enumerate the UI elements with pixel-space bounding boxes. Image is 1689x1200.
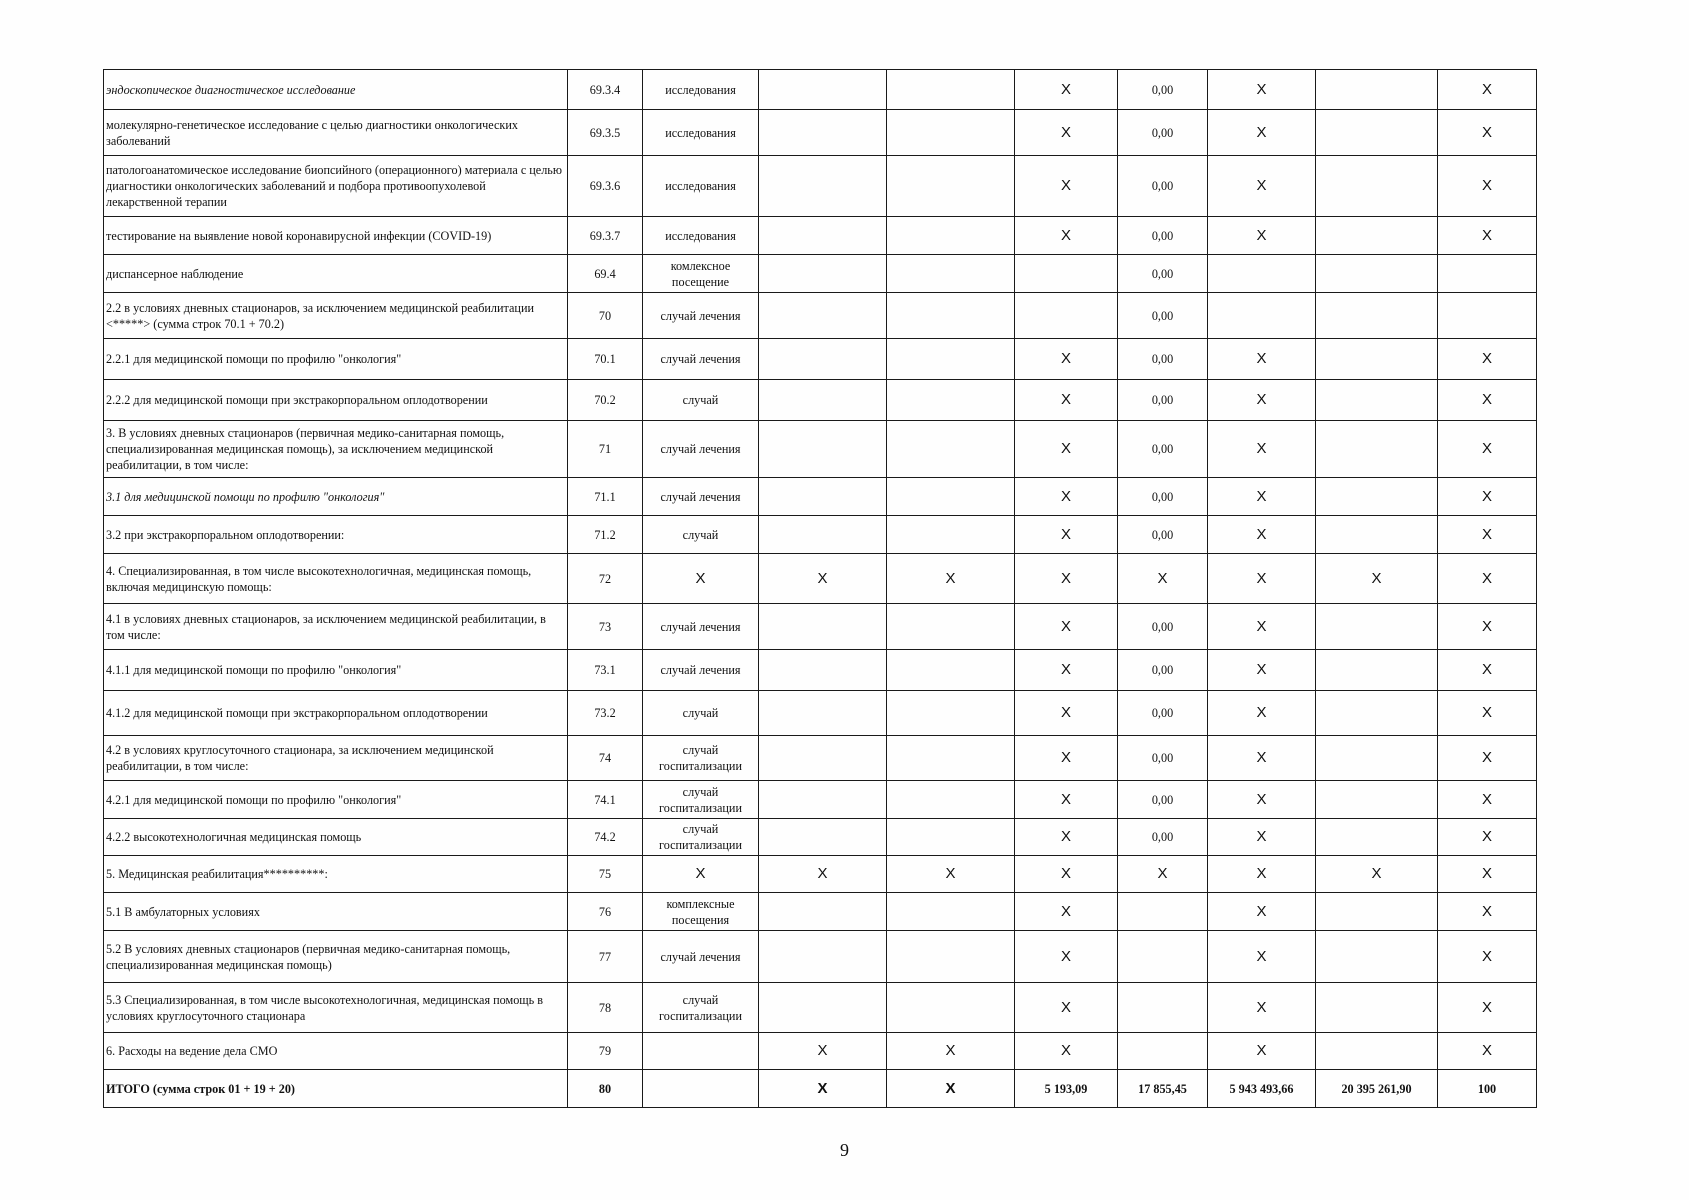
value-cell: X xyxy=(759,1033,887,1070)
value-cell: X xyxy=(1015,691,1118,736)
unit-cell: комлексное посещение xyxy=(643,255,759,293)
row-code-cell: 69.3.4 xyxy=(568,70,643,110)
value-cell xyxy=(759,983,887,1033)
row-code-cell: 71 xyxy=(568,421,643,478)
value-cell: 5 193,09 xyxy=(1015,1070,1118,1108)
value-cell: X xyxy=(1208,691,1316,736)
value-cell: X xyxy=(1015,736,1118,781)
value-cell: X xyxy=(1015,516,1118,554)
table-row xyxy=(104,421,1537,478)
table-row xyxy=(104,893,1537,931)
value-cell: X xyxy=(1316,856,1438,893)
table-row xyxy=(104,156,1537,217)
value-cell xyxy=(1015,255,1118,293)
value-cell xyxy=(1316,421,1438,478)
table-row xyxy=(104,1070,1537,1108)
value-cell: X xyxy=(1015,983,1118,1033)
row-code-cell: 77 xyxy=(568,931,643,983)
unit-cell: исследования xyxy=(643,217,759,255)
value-cell xyxy=(887,156,1015,217)
row-name-cell: 2.2.1 для медицинской помощи по профилю "онкология" xyxy=(104,339,568,380)
value-cell xyxy=(887,110,1015,156)
value-cell: X xyxy=(1208,110,1316,156)
value-cell xyxy=(759,604,887,650)
value-cell xyxy=(1118,1033,1208,1070)
value-cell xyxy=(759,931,887,983)
row-name-cell: 4. Специализированная, в том числе высокотехнологичная, медицинская помощь, включая медицинскую помощь: xyxy=(104,554,568,604)
row-code-cell: 74 xyxy=(568,736,643,781)
value-cell: X xyxy=(1208,421,1316,478)
value-cell: X xyxy=(1438,516,1537,554)
value-cell: X xyxy=(1208,217,1316,255)
value-cell xyxy=(1316,736,1438,781)
row-code-cell: 74.1 xyxy=(568,781,643,819)
row-code-cell: 70.2 xyxy=(568,380,643,421)
table-row xyxy=(104,70,1537,110)
table-row xyxy=(104,856,1537,893)
value-cell: X xyxy=(1015,604,1118,650)
unit-cell: случай xyxy=(643,380,759,421)
row-code-cell: 73 xyxy=(568,604,643,650)
value-cell: X xyxy=(1015,380,1118,421)
unit-cell: случай лечения xyxy=(643,421,759,478)
value-cell: X xyxy=(1208,819,1316,856)
table-row xyxy=(104,604,1537,650)
value-cell: 0,00 xyxy=(1118,217,1208,255)
row-code-cell: 76 xyxy=(568,893,643,931)
value-cell: X xyxy=(1208,380,1316,421)
value-cell: X xyxy=(759,1070,887,1108)
value-cell: X xyxy=(1015,421,1118,478)
table-row xyxy=(104,339,1537,380)
value-cell: X xyxy=(1438,110,1537,156)
value-cell xyxy=(887,339,1015,380)
table-row xyxy=(104,255,1537,293)
row-name-cell: 3. В условиях дневных стационаров (первичная медико-санитарная помощь, специализированная медицинская помощь), за исключением медицинской реабилитации, в том числе: xyxy=(104,421,568,478)
value-cell xyxy=(759,255,887,293)
row-code-cell: 72 xyxy=(568,554,643,604)
unit-cell: X xyxy=(643,554,759,604)
value-cell: X xyxy=(1208,339,1316,380)
value-cell: X xyxy=(1015,339,1118,380)
row-code-cell: 69.3.7 xyxy=(568,217,643,255)
value-cell: X xyxy=(1438,856,1537,893)
value-cell xyxy=(1438,255,1537,293)
unit-cell: случай xyxy=(643,691,759,736)
unit-cell: X xyxy=(643,856,759,893)
table-row xyxy=(104,516,1537,554)
row-name-cell: 5.1 В амбулаторных условиях xyxy=(104,893,568,931)
unit-cell: случай лечения xyxy=(643,650,759,691)
value-cell xyxy=(1015,293,1118,339)
row-name-cell: 5.2 В условиях дневных стационаров (первичная медико-санитарная помощь, специализированная медицинская помощь) xyxy=(104,931,568,983)
value-cell xyxy=(759,156,887,217)
table-row xyxy=(104,650,1537,691)
value-cell: X xyxy=(1438,339,1537,380)
value-cell: X xyxy=(1208,516,1316,554)
value-cell: X xyxy=(887,1033,1015,1070)
value-cell xyxy=(887,736,1015,781)
value-cell xyxy=(1316,110,1438,156)
value-cell: 0,00 xyxy=(1118,255,1208,293)
value-cell xyxy=(1118,931,1208,983)
value-cell: X xyxy=(1015,819,1118,856)
value-cell: X xyxy=(1438,931,1537,983)
table-row xyxy=(104,554,1537,604)
table-row xyxy=(104,819,1537,856)
value-cell: X xyxy=(1438,781,1537,819)
row-code-cell: 70 xyxy=(568,293,643,339)
value-cell: 0,00 xyxy=(1118,380,1208,421)
value-cell xyxy=(1316,691,1438,736)
value-cell: X xyxy=(1438,983,1537,1033)
value-cell: X xyxy=(1015,893,1118,931)
value-cell: X xyxy=(1118,856,1208,893)
table-row xyxy=(104,781,1537,819)
value-cell xyxy=(1316,156,1438,217)
value-cell: X xyxy=(1208,70,1316,110)
value-cell: X xyxy=(1316,554,1438,604)
value-cell xyxy=(1438,293,1537,339)
unit-cell: случай госпитализации xyxy=(643,781,759,819)
value-cell: X xyxy=(1015,110,1118,156)
unit-cell: случай госпитализации xyxy=(643,819,759,856)
value-cell: X xyxy=(1438,421,1537,478)
unit-cell: случай госпитализации xyxy=(643,983,759,1033)
row-name-cell: 2.2.2 для медицинской помощи при экстракорпоральном оплодотворении xyxy=(104,380,568,421)
value-cell xyxy=(1316,931,1438,983)
row-name-cell: 4.1.2 для медицинской помощи при экстракорпоральном оплодотворении xyxy=(104,691,568,736)
value-cell xyxy=(759,691,887,736)
value-cell: 0,00 xyxy=(1118,691,1208,736)
value-cell: 0,00 xyxy=(1118,156,1208,217)
unit-cell: исследования xyxy=(643,156,759,217)
table-row xyxy=(104,691,1537,736)
value-cell: 0,00 xyxy=(1118,819,1208,856)
value-cell: X xyxy=(759,554,887,604)
value-cell xyxy=(1316,983,1438,1033)
value-cell: X xyxy=(1438,691,1537,736)
value-cell xyxy=(1316,650,1438,691)
value-cell: X xyxy=(1438,70,1537,110)
table-row xyxy=(104,1033,1537,1070)
value-cell xyxy=(1316,516,1438,554)
value-cell xyxy=(887,819,1015,856)
value-cell: X xyxy=(1438,554,1537,604)
value-cell xyxy=(1316,70,1438,110)
row-name-cell: 6. Расходы на ведение дела СМО xyxy=(104,1033,568,1070)
unit-cell: случай госпитализации xyxy=(643,736,759,781)
value-cell: X xyxy=(1208,893,1316,931)
value-cell xyxy=(759,339,887,380)
value-cell xyxy=(1316,604,1438,650)
value-cell xyxy=(1316,217,1438,255)
value-cell: X xyxy=(759,856,887,893)
row-code-cell: 78 xyxy=(568,983,643,1033)
table-row xyxy=(104,110,1537,156)
value-cell: X xyxy=(1015,156,1118,217)
value-cell: X xyxy=(1438,604,1537,650)
unit-cell: случай лечения xyxy=(643,293,759,339)
value-cell xyxy=(759,516,887,554)
value-cell: 0,00 xyxy=(1118,781,1208,819)
value-cell: X xyxy=(1438,156,1537,217)
row-name-cell: диспансерное наблюдение xyxy=(104,255,568,293)
value-cell: X xyxy=(1015,1033,1118,1070)
table-row xyxy=(104,380,1537,421)
table-row xyxy=(104,931,1537,983)
table-row xyxy=(104,478,1537,516)
page-number: 9 xyxy=(840,1140,849,1160)
value-cell: X xyxy=(1015,931,1118,983)
value-cell: 0,00 xyxy=(1118,421,1208,478)
row-code-cell: 70.1 xyxy=(568,339,643,380)
value-cell: 20 395 261,90 xyxy=(1316,1070,1438,1108)
value-cell xyxy=(1316,819,1438,856)
row-code-cell: 71.1 xyxy=(568,478,643,516)
value-cell: X xyxy=(1438,736,1537,781)
value-cell xyxy=(759,819,887,856)
value-cell: X xyxy=(1208,781,1316,819)
value-cell xyxy=(759,781,887,819)
value-cell: X xyxy=(1208,1033,1316,1070)
row-code-cell: 71.2 xyxy=(568,516,643,554)
row-name-cell: ИТОГО (сумма строк 01 + 19 + 20) xyxy=(104,1070,568,1108)
row-code-cell: 69.4 xyxy=(568,255,643,293)
row-name-cell: 3.1 для медицинской помощи по профилю "онкология" xyxy=(104,478,568,516)
value-cell: X xyxy=(1208,604,1316,650)
value-cell xyxy=(887,516,1015,554)
value-cell: X xyxy=(1438,650,1537,691)
row-code-cell: 79 xyxy=(568,1033,643,1070)
value-cell: 0,00 xyxy=(1118,70,1208,110)
value-cell: 0,00 xyxy=(1118,293,1208,339)
row-name-cell: 4.2.2 высокотехнологичная медицинская помощь xyxy=(104,819,568,856)
row-name-cell: 4.1.1 для медицинской помощи по профилю "онкология" xyxy=(104,650,568,691)
value-cell: X xyxy=(1118,554,1208,604)
table-row xyxy=(104,293,1537,339)
value-cell: 0,00 xyxy=(1118,478,1208,516)
row-name-cell: 4.2.1 для медицинской помощи по профилю "онкология" xyxy=(104,781,568,819)
value-cell xyxy=(887,893,1015,931)
row-name-cell: молекулярно-генетическое исследование с целью диагностики онкологических заболеваний xyxy=(104,110,568,156)
value-cell xyxy=(1208,293,1316,339)
value-cell xyxy=(887,983,1015,1033)
value-cell xyxy=(887,691,1015,736)
value-cell xyxy=(887,380,1015,421)
value-cell: X xyxy=(1208,650,1316,691)
value-cell: 5 943 493,66 xyxy=(1208,1070,1316,1108)
value-cell xyxy=(1118,893,1208,931)
value-cell: X xyxy=(1015,70,1118,110)
unit-cell: исследования xyxy=(643,110,759,156)
row-name-cell: 2.2 в условиях дневных стационаров, за исключением медицинской реабилитации <*****> (сумма строк 70.1 + 70.2) xyxy=(104,293,568,339)
unit-cell xyxy=(643,1033,759,1070)
value-cell: X xyxy=(1015,217,1118,255)
value-cell xyxy=(887,255,1015,293)
value-cell: 0,00 xyxy=(1118,516,1208,554)
data-table xyxy=(103,69,1537,1108)
value-cell: X xyxy=(1208,856,1316,893)
row-name-cell: 5. Медицинская реабилитация**********: xyxy=(104,856,568,893)
row-name-cell: 4.2 в условиях круглосуточного стационара, за исключением медицинской реабилитации, в том числе: xyxy=(104,736,568,781)
value-cell xyxy=(759,110,887,156)
unit-cell: случай лечения xyxy=(643,604,759,650)
value-cell: X xyxy=(1208,736,1316,781)
value-cell xyxy=(887,931,1015,983)
value-cell: X xyxy=(1208,478,1316,516)
value-cell: X xyxy=(1438,1033,1537,1070)
value-cell xyxy=(759,650,887,691)
value-cell: X xyxy=(887,1070,1015,1108)
value-cell: 0,00 xyxy=(1118,339,1208,380)
value-cell xyxy=(759,70,887,110)
value-cell xyxy=(1316,893,1438,931)
value-cell: X xyxy=(887,856,1015,893)
value-cell: X xyxy=(1438,478,1537,516)
value-cell: X xyxy=(887,554,1015,604)
unit-cell: исследования xyxy=(643,70,759,110)
value-cell xyxy=(887,604,1015,650)
value-cell xyxy=(887,217,1015,255)
value-cell: 17 855,45 xyxy=(1118,1070,1208,1108)
value-cell: X xyxy=(1438,380,1537,421)
unit-cell: случай лечения xyxy=(643,339,759,380)
value-cell: X xyxy=(1208,983,1316,1033)
value-cell xyxy=(1316,380,1438,421)
value-cell: X xyxy=(1015,781,1118,819)
unit-cell xyxy=(643,1070,759,1108)
value-cell xyxy=(887,781,1015,819)
value-cell: 0,00 xyxy=(1118,736,1208,781)
value-cell: 100 xyxy=(1438,1070,1537,1108)
table-row xyxy=(104,217,1537,255)
row-name-cell: 3.2 при экстракорпоральном оплодотворении: xyxy=(104,516,568,554)
row-name-cell: патологоанатомическое исследование биопсийного (операционного) материала с целью диагностики онкологических заболеваний и подбора противоопухолевой лекарственной терапии xyxy=(104,156,568,217)
unit-cell: случай лечения xyxy=(643,478,759,516)
value-cell xyxy=(1208,255,1316,293)
row-code-cell: 73.1 xyxy=(568,650,643,691)
value-cell xyxy=(1316,781,1438,819)
value-cell xyxy=(759,736,887,781)
value-cell xyxy=(1316,1033,1438,1070)
value-cell xyxy=(887,650,1015,691)
value-cell xyxy=(759,893,887,931)
value-cell xyxy=(759,380,887,421)
value-cell xyxy=(759,421,887,478)
value-cell xyxy=(887,293,1015,339)
value-cell: X xyxy=(1438,819,1537,856)
row-code-cell: 73.2 xyxy=(568,691,643,736)
row-code-cell: 74.2 xyxy=(568,819,643,856)
row-name-cell: эндоскопическое диагностическое исследование xyxy=(104,70,568,110)
value-cell xyxy=(887,421,1015,478)
row-name-cell: 5.3 Специализированная, в том числе высокотехнологичная, медицинская помощь в условиях круглосуточного стационара xyxy=(104,983,568,1033)
value-cell: X xyxy=(1015,554,1118,604)
value-cell xyxy=(1316,339,1438,380)
value-cell: X xyxy=(1208,931,1316,983)
value-cell xyxy=(1316,478,1438,516)
value-cell: X xyxy=(1015,856,1118,893)
value-cell xyxy=(1118,983,1208,1033)
value-cell xyxy=(759,217,887,255)
unit-cell: случай лечения xyxy=(643,931,759,983)
row-code-cell: 69.3.6 xyxy=(568,156,643,217)
row-code-cell: 69.3.5 xyxy=(568,110,643,156)
row-name-cell: 4.1 в условиях дневных стационаров, за исключением медицинской реабилитации, в том числе: xyxy=(104,604,568,650)
unit-cell: случай xyxy=(643,516,759,554)
value-cell xyxy=(1316,293,1438,339)
table-row xyxy=(104,983,1537,1033)
value-cell xyxy=(887,478,1015,516)
row-name-cell: тестирование на выявление новой коронавирусной инфекции (COVID-19) xyxy=(104,217,568,255)
row-code-cell: 75 xyxy=(568,856,643,893)
table-row xyxy=(104,736,1537,781)
value-cell: X xyxy=(1208,554,1316,604)
value-cell: X xyxy=(1015,478,1118,516)
value-cell xyxy=(887,70,1015,110)
value-cell: X xyxy=(1015,650,1118,691)
value-cell: X xyxy=(1438,893,1537,931)
row-code-cell: 80 xyxy=(568,1070,643,1108)
unit-cell: комплексные посещения xyxy=(643,893,759,931)
value-cell: 0,00 xyxy=(1118,604,1208,650)
value-cell xyxy=(759,293,887,339)
value-cell xyxy=(759,478,887,516)
value-cell xyxy=(1316,255,1438,293)
value-cell: 0,00 xyxy=(1118,110,1208,156)
value-cell: X xyxy=(1208,156,1316,217)
value-cell: 0,00 xyxy=(1118,650,1208,691)
value-cell: X xyxy=(1438,217,1537,255)
